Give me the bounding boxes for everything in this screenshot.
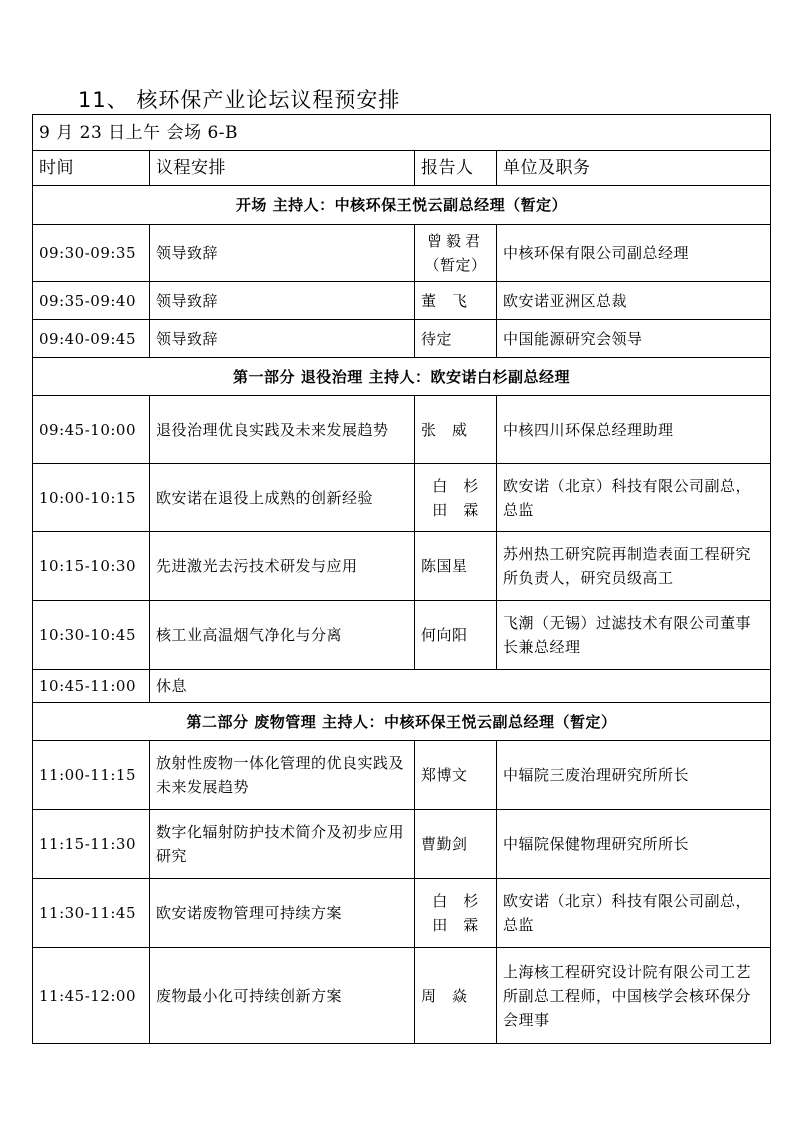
speaker-note: （暂定）: [424, 256, 487, 274]
unit-cell: 苏州热工研究院再制造表面工程研究所负责人，研究员级高工: [497, 532, 771, 601]
speaker-cell: 郑博文: [415, 741, 497, 810]
speaker-cell: 曹勤剑: [415, 810, 497, 879]
speaker-name: 白 杉: [432, 892, 479, 910]
speaker-cell: [415, 879, 497, 948]
table-row: [33, 464, 771, 532]
section-opening: 开场 主持人：中核环保王悦云副总经理（暂定）: [33, 186, 771, 225]
time-cell: 09:35-09:40: [33, 282, 150, 320]
agenda-cell: 先进激光去污技术研发与应用: [150, 532, 415, 601]
time-cell: 11:45-12:00: [33, 948, 150, 1044]
speaker-cell: 张 威: [415, 396, 497, 464]
time-cell: 10:30-10:45: [33, 601, 150, 670]
time-cell: 10:45-11:00: [33, 670, 150, 703]
table-row: [33, 810, 771, 879]
unit-cell: 中核四川环保总经理助理: [497, 396, 771, 464]
time-cell: 10:00-10:15: [33, 464, 150, 532]
table-row: [33, 879, 771, 948]
unit-cell: 飞潮（无锡）过滤技术有限公司董事长兼总经理: [497, 601, 771, 670]
time-cell: 09:30-09:35: [33, 225, 150, 282]
time-cell: 11:30-11:45: [33, 879, 150, 948]
section-row: [33, 186, 771, 225]
speaker-cell: 陈国星: [415, 532, 497, 601]
session-info: 9 月 23 日上午 会场 6-B: [33, 115, 771, 151]
table-row: [33, 601, 771, 670]
time-cell: 11:15-11:30: [33, 810, 150, 879]
speaker-cell: [415, 225, 497, 282]
agenda-cell: 领导致辞: [150, 320, 415, 358]
speaker-name: 田 霖: [432, 500, 479, 519]
agenda-cell: 放射性废物一体化管理的优良实践及未来发展趋势: [150, 741, 415, 810]
column-header-row: [33, 151, 771, 186]
agenda-cell: 废物最小化可持续创新方案: [150, 948, 415, 1044]
time-cell: 09:45-10:00: [33, 396, 150, 464]
agenda-cell: 欧安诺废物管理可持续方案: [150, 879, 415, 948]
speaker-cell: 周 焱: [415, 948, 497, 1044]
speaker-cell: [415, 464, 497, 532]
table-row: [33, 670, 771, 703]
column-header-time: 时间: [33, 151, 150, 186]
unit-cell: 中核环保有限公司副总经理: [497, 225, 771, 282]
section-row: [33, 358, 771, 396]
column-header-agenda: 议程安排: [150, 151, 415, 186]
speaker-name: 白 杉: [432, 476, 479, 495]
time-cell: 10:15-10:30: [33, 532, 150, 601]
agenda-cell: 退役治理优良实践及未来发展趋势: [150, 396, 415, 464]
section-part2: 第二部分 废物管理 主持人：中核环保王悦云副总经理（暂定）: [33, 703, 771, 741]
table-row: [33, 282, 771, 320]
table-row: [33, 741, 771, 810]
speaker-name: 田 霖: [432, 916, 479, 934]
speaker-cell: 何向阳: [415, 601, 497, 670]
unit-cell: 中国能源研究会领导: [497, 320, 771, 358]
table-row: [33, 225, 771, 282]
unit-cell: 中辐院保健物理研究所所长: [497, 810, 771, 879]
page-title: 11、 核环保产业论坛议程预安排: [78, 88, 401, 112]
unit-cell: 中辐院三废治理研究所所长: [497, 741, 771, 810]
unit-cell: 欧安诺亚洲区总裁: [497, 282, 771, 320]
section-row: [33, 703, 771, 741]
unit-cell: 欧安诺（北京）科技有限公司副总，总监: [497, 464, 771, 532]
agenda-table: [32, 114, 771, 1044]
agenda-cell: 数字化辐射防护技术简介及初步应用研究: [150, 810, 415, 879]
agenda-cell: 休息: [150, 670, 771, 703]
time-cell: 09:40-09:45: [33, 320, 150, 358]
column-header-unit: 单位及职务: [497, 151, 771, 186]
agenda-cell: 核工业高温烟气净化与分离: [150, 601, 415, 670]
session-row: [33, 115, 771, 151]
agenda-cell: 欧安诺在退役上成熟的创新经验: [150, 464, 415, 532]
unit-cell: 上海核工程研究设计院有限公司工艺所副总工程师，中国核学会核环保分会理事: [497, 948, 771, 1044]
table-row: [33, 396, 771, 464]
agenda-cell: 领导致辞: [150, 225, 415, 282]
speaker-cell: 待定: [415, 320, 497, 358]
column-header-speaker: 报告人: [415, 151, 497, 186]
speaker-cell: 董 飞: [415, 282, 497, 320]
unit-cell: 欧安诺（北京）科技有限公司副总，总监: [497, 879, 771, 948]
speaker-name: 曾毅君: [426, 232, 484, 250]
time-cell: 11:00-11:15: [33, 741, 150, 810]
table-row: [33, 532, 771, 601]
section-part1: 第一部分 退役治理 主持人：欧安诺白杉副总经理: [33, 358, 771, 396]
table-row: [33, 948, 771, 1044]
agenda-cell: 领导致辞: [150, 282, 415, 320]
table-row: [33, 320, 771, 358]
